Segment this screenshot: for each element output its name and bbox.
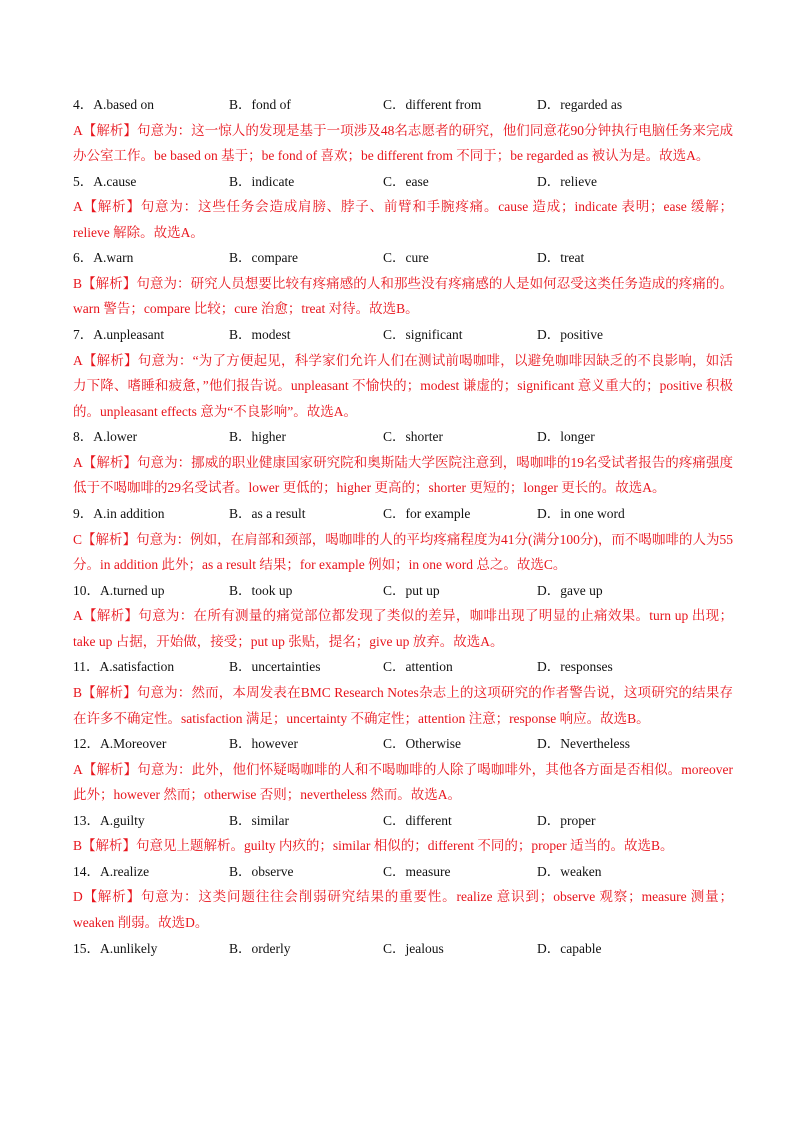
question-8-explanation: A【解析】句意为：挪威的职业健康国家研究院和奥斯陆大学医院注意到，喝咖啡的19名受试者报告的疼痛强度低于不喝咖啡的29名受试者。lower 更低的；higher 更高的；shorter 更短的；longer 更长的。故选A。 <box>73 454 733 496</box>
option-a: 14．A.realize <box>73 863 150 879</box>
option-a: 6．A.warn <box>73 250 134 266</box>
option-d: D．gave up <box>537 582 603 598</box>
option-c: C．significant <box>383 327 463 343</box>
question-10-explanation: A【解析】句意为：在所有测量的痛觉部位都发现了类似的差异，咖啡出现了明显的止痛效果。turn up 出现；take up 占据，开始做，接受；put up 张贴，提名；give up 放弃。故选A。 <box>73 608 733 649</box>
option-b: B．observe <box>229 863 294 879</box>
option-a: 10．A.turned up <box>73 582 165 598</box>
option-c: C．different <box>383 812 452 828</box>
question-8-options <box>73 424 733 450</box>
question-6-explanation: B【解析】句意为：研究人员想要比较有疼痛感的人和那些没有疼痛感的人是如何忍受这类任务造成的疼痛的。warn 警告；compare 比较；cure 治愈；treat 对待。故选B。 <box>73 275 733 317</box>
option-d: D．positive <box>537 327 603 343</box>
option-a: 15．A.unlikely <box>73 940 158 956</box>
option-a: 11．A.satisfaction <box>73 659 175 675</box>
option-b: B．modest <box>229 327 291 343</box>
question-9-explanation: C【解析】句意为：例如，在肩部和颈部，喝咖啡的人的平均疼痛程度为41分(满分100分)，而不喝咖啡的人为55分。in addition 此外；as a result 结果；for example 例如；in one word 总之。故选C。 <box>73 531 733 573</box>
option-b: B．higher <box>229 429 286 445</box>
option-b: B．as a result <box>229 506 306 522</box>
question-14-options <box>73 859 733 885</box>
option-d: D．relieve <box>537 173 597 189</box>
option-b: B．fond of <box>229 97 291 112</box>
option-a: 9．A.in addition <box>73 506 165 522</box>
option-c: C．measure <box>383 863 451 879</box>
option-c: C．different from <box>383 97 482 112</box>
question-9-options <box>73 501 733 527</box>
question-7-explanation: A【解析】句意为：“为了方便起见，科学家们允许人们在测试前喝咖啡，以避免咖啡因缺乏的不良影响，如活力下降、嗜睡和疲惫，”他们报告说。unpleasant 不愉快的；modest 谦虚的；significant 意义重大的；positive 积极的。unpleasant effects 意为“不良影响”。故选A。 <box>73 352 733 419</box>
option-d: D．weaken <box>537 863 602 879</box>
question-7-options <box>73 322 733 348</box>
option-c: C．for example <box>383 506 471 522</box>
question-11-options <box>73 654 733 680</box>
option-b: B．similar <box>229 812 289 828</box>
question-14-explanation: D【解析】句意为：这类问题往往会削弱研究结果的重要性。realize 意识到；observe 观察；measure 测量；weaken 削弱。故选D。 <box>73 889 733 930</box>
question-11-explanation: B【解析】句意为：然而，本周发表在BMC Research Notes杂志上的这项研究的作者警告说，这项研究的结果存在许多不确定性。satisfaction 满足；uncertainty 不确定性；attention 注意；response 响应。故选B。 <box>73 684 733 726</box>
option-b: B．took up <box>229 582 293 598</box>
option-c: C．attention <box>383 659 453 675</box>
option-a: 7．A.unpleasant <box>73 327 165 343</box>
question-12-explanation: A【解析】句意为：此外，他们怀疑喝咖啡的人和不喝咖啡的人除了喝咖啡外，其他各方面是否相似。moreover 此外；however 然而；otherwise 否则；nevertheless 然而。故选A。 <box>73 761 733 803</box>
question-6-options <box>73 245 733 271</box>
question-12-options <box>73 731 733 757</box>
option-d: D．Nevertheless <box>537 736 630 752</box>
question-list <box>73 92 733 961</box>
option-d: D．capable <box>537 940 602 956</box>
option-c: C．shorter <box>383 429 443 445</box>
option-c: C．cure <box>383 250 429 266</box>
option-d: D．in one word <box>537 506 625 522</box>
option-c: C．ease <box>383 173 429 189</box>
question-15-options <box>73 936 733 962</box>
option-b: B．compare <box>229 250 298 266</box>
option-a: 4．A.based on <box>73 97 154 112</box>
question-5-explanation: A【解析】句意为：这些任务会造成肩膀、脖子、前臂和手腕疼痛。cause 造成；indicate 表明；ease 缓解；relieve 解除。故选A。 <box>73 199 733 240</box>
question-5-options <box>73 169 733 195</box>
option-a: 12．A.Moreover <box>73 736 167 752</box>
option-b: B．orderly <box>229 940 291 956</box>
option-c: C．Otherwise <box>383 736 461 752</box>
option-b: B．uncertainties <box>229 659 321 675</box>
option-d: D．regarded as <box>537 97 623 112</box>
option-b: B．indicate <box>229 173 295 189</box>
option-d: D．treat <box>537 250 585 266</box>
option-a: 8．A.lower <box>73 429 138 445</box>
question-4-explanation: A【解析】句意为：这一惊人的发现是基于一项涉及48名志愿者的研究，他们同意花90分钟执行电脑任务来完成办公室工作。be based on 基于；be fond of 喜欢；be different from 不同于；be regarded as 被认为是。故选A。 <box>73 122 733 164</box>
option-d: D．proper <box>537 812 596 828</box>
option-b: B．however <box>229 736 298 752</box>
option-a: 5．A.cause <box>73 173 137 189</box>
question-4-options <box>73 92 733 118</box>
option-d: D．longer <box>537 429 595 445</box>
option-c: C．jealous <box>383 940 444 956</box>
option-a: 13．A.guilty <box>73 812 145 828</box>
question-13-explanation: B【解析】句意见上题解析。guilty 内疚的；similar 相似的；different 不同的；proper 适当的。故选B。 <box>73 838 674 854</box>
question-13-options <box>73 808 733 834</box>
option-d: D．responses <box>537 659 613 675</box>
option-c: C．put up <box>383 582 440 598</box>
question-10-options <box>73 578 733 604</box>
